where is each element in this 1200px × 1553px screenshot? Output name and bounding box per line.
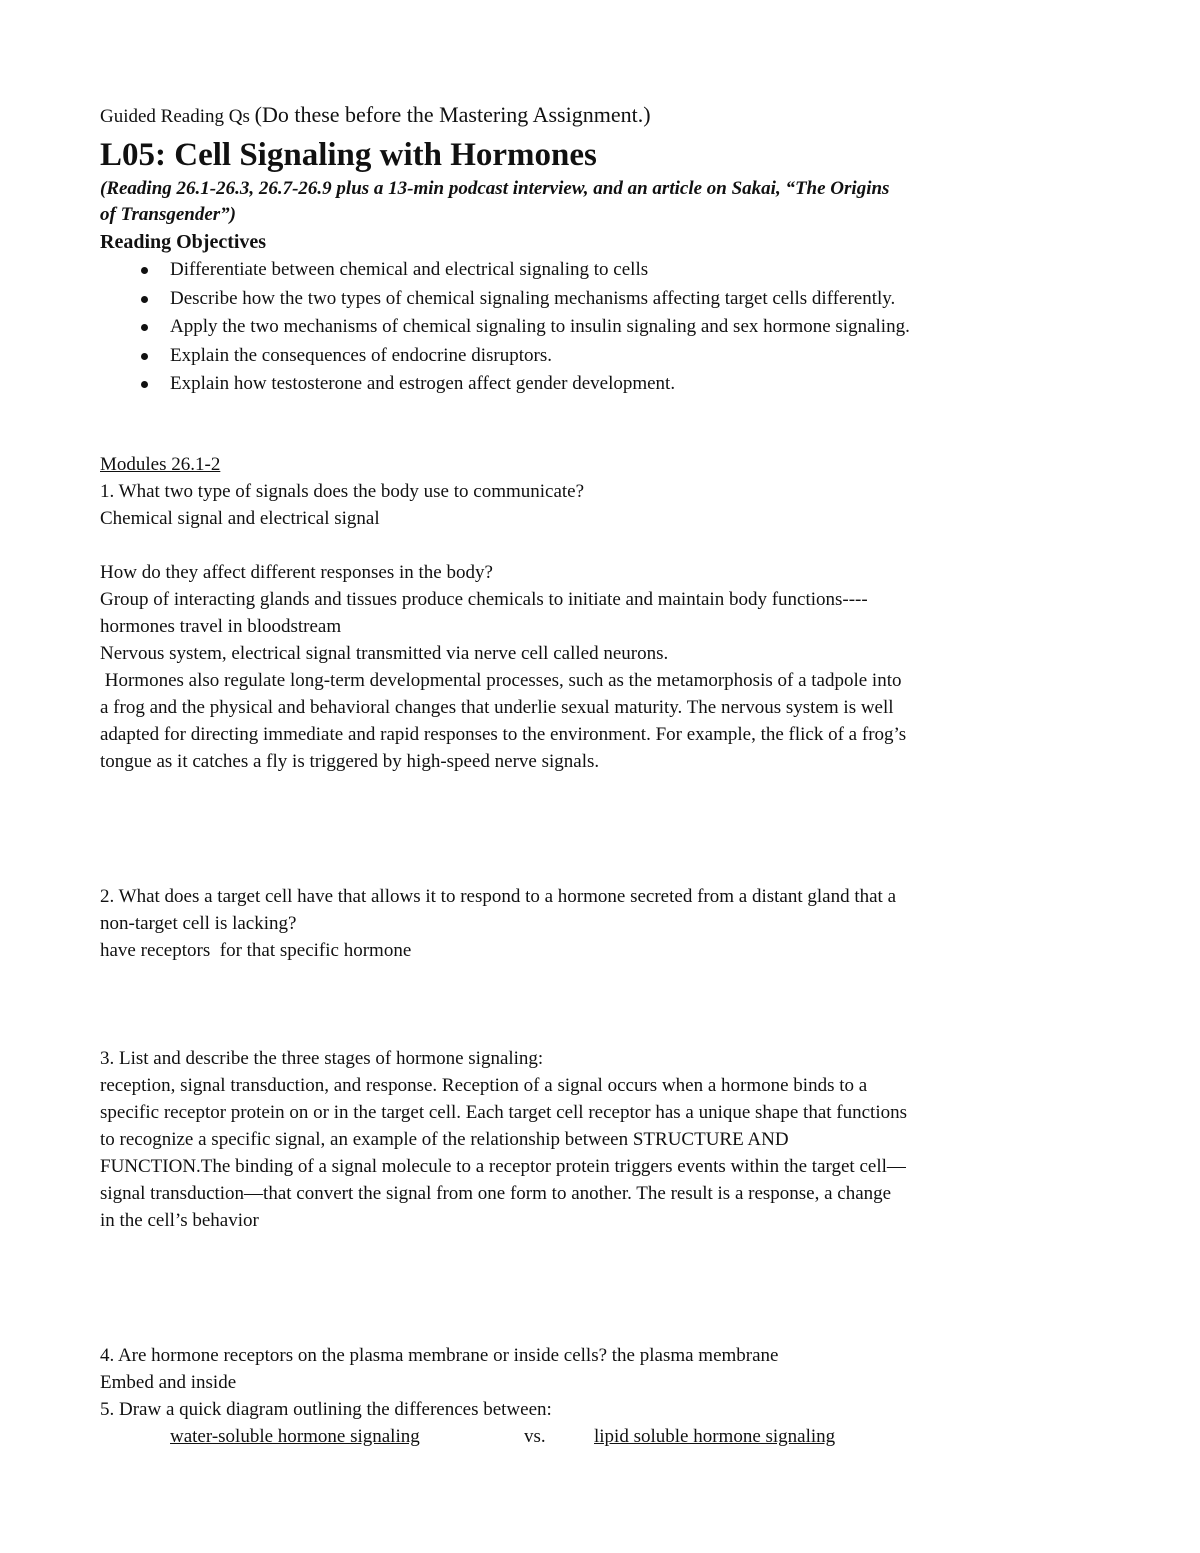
lipid-soluble-label: lipid soluble hormone signaling — [594, 1425, 836, 1447]
reading-line-2: of Transgender”) — [100, 204, 236, 225]
q1-line: Hormones also regulate long-term developmental processes, such as the metamorphosis of a tadpole into — [100, 669, 902, 691]
q1-line: adapted for directing immediate and rapid responses to the environment. For example, the flick of a frog’s — [100, 723, 907, 745]
document-page — [100, 100, 1110, 1450]
spacer — [100, 964, 1110, 1045]
bullet-icon — [141, 324, 148, 331]
spacer — [100, 532, 1110, 559]
header-line — [100, 100, 1110, 132]
q4-answer: Embed and inside — [100, 1371, 237, 1393]
objective-text: Explain the consequences of endocrine disruptors. — [170, 344, 552, 366]
objective-text: Apply the two mechanisms of chemical signaling to insulin signaling and sex hormone signaling. — [170, 316, 910, 337]
q1-answer: Chemical signal and electrical signal — [100, 507, 380, 529]
bullet-icon — [141, 296, 148, 303]
objective-text: Differentiate between chemical and electrical signaling to cells — [170, 259, 649, 280]
objective-item — [100, 285, 1110, 314]
spacer — [100, 1234, 1110, 1342]
q3-line: in the cell’s behavior — [100, 1209, 259, 1231]
vs-label: vs. — [524, 1425, 546, 1447]
water-soluble-label: water-soluble hormone signaling — [170, 1425, 420, 1447]
q3-line: to recognize a specific signal, an example of the relationship between STRUCTURE AND — [100, 1128, 789, 1150]
q1-line: Group of interacting glands and tissues produce chemicals to initiate and maintain body functions---- — [100, 588, 868, 610]
q1-question: 1. What two type of signals does the body use to communicate? — [100, 480, 585, 502]
objective-item — [100, 370, 1110, 399]
header-note: (Do these before the Mastering Assignment.) — [254, 102, 651, 127]
bullet-icon — [141, 267, 148, 274]
objective-item — [100, 342, 1110, 371]
reading-line-1: (Reading 26.1-26.3, 26.7-26.9 plus a 13-min podcast interview, and an article on Sakai, “The Origins — [100, 178, 890, 199]
q3-line: specific receptor protein on or in the target cell. Each target cell receptor has a unique shape that functions — [100, 1101, 907, 1123]
objectives-heading: Reading Objectives — [100, 231, 267, 253]
q4-question: 4. Are hormone receptors on the plasma membrane or inside cells? the plasma membrane — [100, 1344, 779, 1366]
q1-line: Nervous system, electrical signal transmitted via nerve cell called neurons. — [100, 642, 669, 664]
q2-question-line-2: non-target cell is lacking? — [100, 912, 297, 934]
spacer — [100, 399, 1110, 451]
q3-line: signal transduction—that convert the signal from one form to another. The result is a response, a change — [100, 1182, 892, 1204]
q3-question: 3. List and describe the three stages of hormone signaling: — [100, 1047, 544, 1069]
q2-question-line-1: 2. What does a target cell have that allows it to respond to a hormone secreted from a distant gland that a — [100, 885, 896, 907]
bullet-icon — [141, 353, 148, 360]
q1-line: a frog and the physical and behavioral changes that underlie sexual maturity. The nervous system is well — [100, 696, 894, 718]
modules-heading: Modules 26.1-2 — [100, 453, 221, 475]
objective-text: Describe how the two types of chemical signaling mechanisms affecting target cells differently. — [170, 287, 896, 309]
q5-question: 5. Draw a quick diagram outlining the differences between: — [100, 1398, 552, 1420]
q3-line: FUNCTION.The binding of a signal molecule to a receptor protein triggers events within the target cell— — [100, 1155, 906, 1177]
objective-text: Explain how testosterone and estrogen affect gender development. — [170, 373, 676, 394]
objective-item — [100, 313, 1110, 342]
q5-diagram-labels — [100, 1423, 1110, 1450]
q3-line: reception, signal transduction, and response. Reception of a signal occurs when a hormone binds to a — [100, 1074, 868, 1096]
page-title: L05: Cell Signaling with Hormones — [100, 137, 597, 173]
objective-item — [100, 256, 1110, 285]
objectives-list — [100, 256, 1110, 399]
q2-answer: have receptors for that specific hormone — [100, 939, 412, 961]
q1-line: hormones travel in bloodstream — [100, 615, 342, 637]
header-prefix: Guided Reading Qs — [100, 106, 250, 127]
bullet-icon — [141, 381, 148, 388]
q1-line: tongue as it catches a fly is triggered by high-speed nerve signals. — [100, 750, 600, 772]
spacer — [100, 775, 1110, 883]
q1-followup: How do they affect different responses in the body? — [100, 561, 493, 583]
